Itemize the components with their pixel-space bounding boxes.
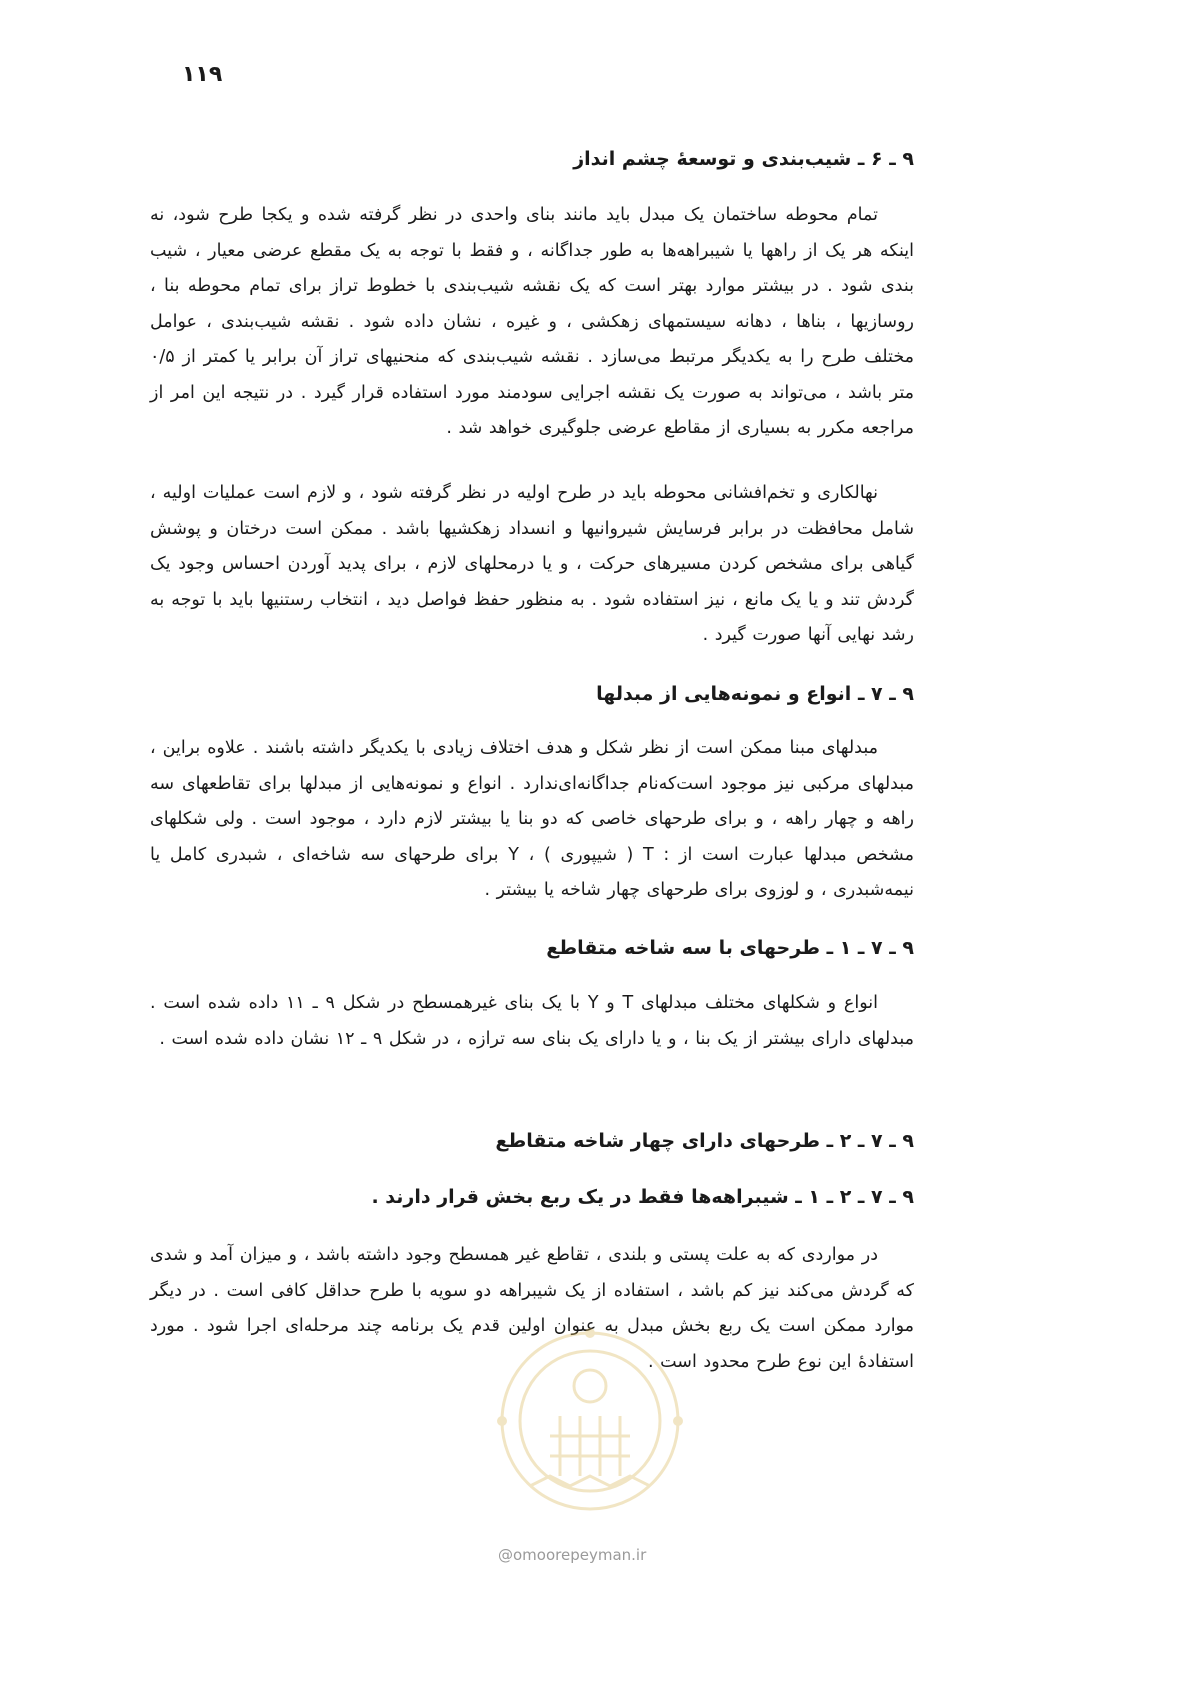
paragraph-grading-1: تمام محوطه ساختمان یک مبدل باید مانند بنای واحدی در نظر گرفته شده و یکجا طرح شود، نه اینکه هر یک از راهها یا شیبراهه‌ها به طور جداگانه ، و فقط با توجه به یک مقطع عرضی معیار ، شیب بندی شود . در بیشتر موارد بهتر است که یک نقشه شیب‌بندی با خطوط تراز برای تمام محوطه بنا ، روسازیها ، بناها ، دهانه سیستمهای زهکشی ، و غیره ، نشان داده شود . نقشه شیب‌بندی ، عوامل مختلف طرح را به یکدیگر مرتبط می‌سازد . نقشه شیب‌بندی که منحنیهای تراز آن برابر یا کمتر از ۰/۵ متر باشد ، می‌تواند به صورت یک نقشه اجرایی سودمند مورد استفاده قرار گیرد . در نتیجه این امر از مراجعه مکرر به بسیاری از مقاطع عرضی جلوگیری خواهد شد . <box>150 205 914 438</box>
section-heading-9-7-2-1: ۹ ـ ۷ ـ ۲ ـ ۱ ـ شیبراهه‌ها فقط در یک ربع بخش قرار دارند . <box>371 1186 914 1208</box>
paragraph-three-leg: انواع و شکلهای مختلف مبدلهای T و Y با یک بنای غیرهمسطح در شکل ۹ ـ ۱۱ داده شده است . مبدلهای دارای بیشتر از یک بنا ، و یا دارای یک بنای سه ترازه ، در شکل ۹ ـ ۱۲ نشان داده شده است . <box>150 993 914 1049</box>
watermark-url: @omoorepeyman.ir <box>498 1546 647 1564</box>
section-heading-9-7-2: ۹ ـ ۷ ـ ۲ ـ طرحهای دارای چهار شاخه متقاطع <box>495 1130 914 1152</box>
page-number: ۱۱۹ <box>182 62 223 87</box>
section-heading-9-7: ۹ ـ ۷ ـ انواع و نمونه‌هایی از مبدلها <box>596 683 914 705</box>
paragraph-interchange-types: مبدلهای مبنا ممکن است از نظر شکل و هدف اختلاف زیادی با یکدیگر داشته باشند . علاوه براین ، مبدلهای مرکبی نیز موجود است‌که‌نام جداگانه‌ای‌ندارد . انواع و نمونه‌هایی از مبدلها برای تقاطعهای سه راهه و چهار راهه ، و برای طرحهای خاصی که دو بنا یا بیشتر لازم دارد ، موجود است . ولی شکلهای مشخص مبدلها عبارت است از : T ( شیپوری ) ، Y برای طرحهای سه شاخه‌ای ، شبدری کامل یا نیمه‌شبدری ، و لوزوی برای طرحهای چهار شاخه یا بیشتر . <box>150 738 915 900</box>
paragraph-one-quadrant: در مواردی که به علت پستی و بلندی ، تقاطع غیر همسطح وجود داشته باشد ، و میزان آمد و شدی که گردش می‌کند نیز کم باشد ، استفاده از یک شیبراهه دو سویه با طرح حداقل کافی است . در دیگر موارد ممکن است یک ربع بخش مبدل به عنوان اولین قدم یک برنامه چند مرحله‌ای اجرا شود . مورد استفادهٔ این نوع طرح محدود است . <box>150 1245 914 1372</box>
section-heading-9-7-1: ۹ ـ ۷ ـ ۱ ـ طرحهای با سه شاخه متقاطع <box>546 937 914 959</box>
section-heading-9-6: ۹ ـ ۶ ـ شیب‌بندی و توسعهٔ چشم انداز <box>573 148 914 170</box>
paragraph-grading-2: نهالکاری و تخم‌افشانی محوطه باید در طرح اولیه در نظر گرفته شود ، و لازم است عملیات اولیه ، شامل محافظت در برابر فرسایش شیروانیها و انسداد زهکشیها باشد . ممکن است درختان و پوشش گیاهی برای مشخص کردن مسیرهای حرکت ، و یا درمحلهای لازم ، برای پدید آوردن احساس وجود یک گردش تند و یا یک مانع ، نیز استفاده شود . به منظور حفظ فواصل دید ، انتخاب رستنیها باید با توجه به رشد نهایی آنها صورت گیرد . <box>150 483 914 645</box>
